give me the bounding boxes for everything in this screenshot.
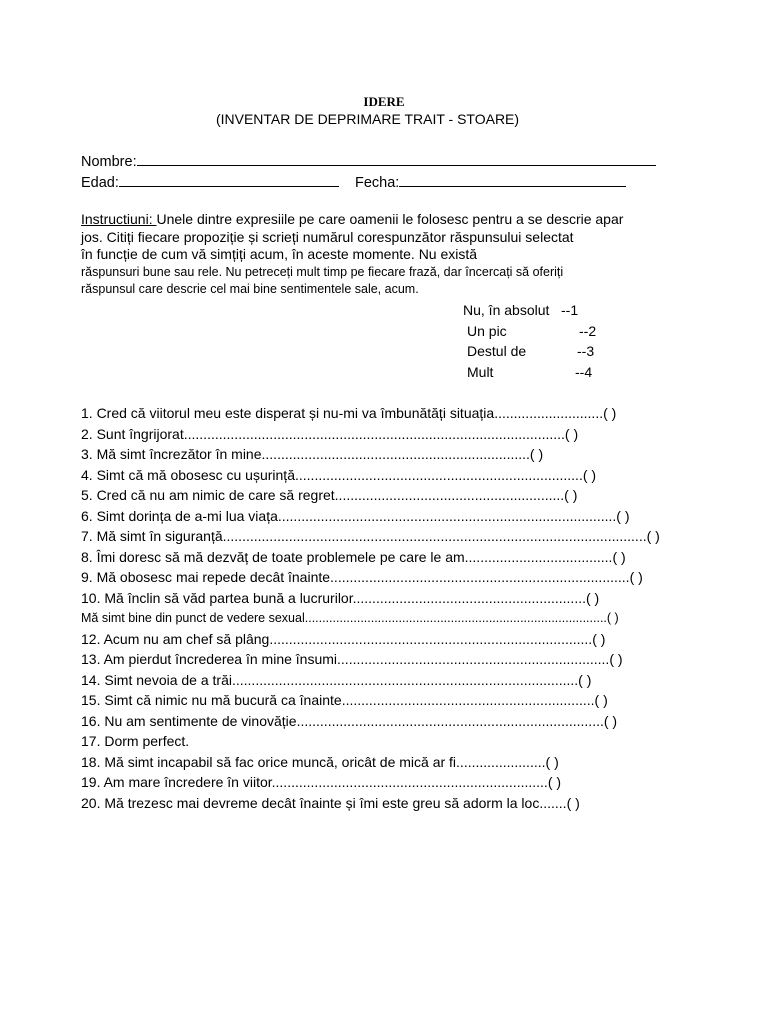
list-item: 19. Am mare încredere în viitor.......................................................................( ) [81, 774, 562, 790]
edad-fecha-row [81, 173, 626, 191]
list-item: 7. Mă simt în siguranță.............................................................................................................( ) [81, 528, 660, 544]
scale-value: --1 [561, 302, 579, 318]
answer-box[interactable]: ( ) [566, 794, 580, 811]
list-item: 3. Mă simt încrezător în mine.....................................................................( ) [81, 446, 544, 462]
scale-label: Mult [467, 363, 494, 380]
list-item: 13. Am pierdut încrederea în mine însumi......................................................................( ) [81, 651, 623, 667]
scale-label: Un pic [467, 322, 507, 339]
list-item: 1. Cred că viitorul meu este disperat și nu-mi va îmbunătăți situația............................( ) [81, 405, 617, 421]
edad-line[interactable] [119, 173, 339, 187]
nombre-field[interactable] [81, 152, 656, 170]
answer-box[interactable]: ( ) [609, 651, 623, 667]
list-item: 6. Simt dorința de a-mi lua viața.......................................................................................( ) [81, 507, 630, 524]
questionnaire-items [81, 403, 721, 813]
list-item: 17. Dorm perfect. [81, 733, 190, 749]
answer-box[interactable]: ( ) [529, 446, 544, 462]
instructions-line-4: răspunsuri bune sau rele. Nu petreceți mult timp pe fiecare frază, dar încercați să oferiți [81, 264, 564, 279]
list-item: 4. Simt că mă obosesc cu ușurință..........................................................................( ) [81, 466, 597, 483]
list-item: 12. Acum nu am chef să plâng...................................................................................( ) [81, 630, 606, 647]
answer-box[interactable]: ( ) [594, 692, 608, 708]
list-item: 2. Sunt îngrijorat..................................................................................................( ) [81, 425, 579, 442]
list-item: 15. Simt că nimic nu mă bucură ca înainte.................................................................( ) [81, 692, 608, 708]
answer-box[interactable]: ( ) [592, 630, 606, 647]
list-item: Mă simt bine din punct de vedere sexual.......................................................................................( ) [81, 611, 619, 625]
answer-box[interactable]: ( ) [616, 507, 630, 524]
answer-box[interactable]: ( ) [564, 425, 579, 442]
instructions-label: Instructiuni: [81, 211, 157, 227]
nombre-line[interactable] [137, 152, 656, 166]
list-item: 9. Mă obosesc mai repede decât înainte.............................................................................( ) [81, 569, 643, 585]
instructions-line-2: jos. Citiți fiecare propoziție și scrieți numărul corespunzător răspunsului selectat [81, 228, 574, 245]
fecha-label: Fecha: [354, 175, 400, 191]
answer-box[interactable]: ( ) [646, 528, 660, 544]
scale-label: Destul de [467, 343, 527, 359]
answer-box[interactable]: ( ) [564, 487, 578, 503]
page-title: IDERE [363, 94, 405, 109]
answer-box[interactable]: ( ) [545, 753, 559, 770]
nombre-label: Nombre: [81, 154, 137, 170]
answer-box[interactable]: ( ) [606, 611, 619, 625]
list-item: 20. Mă trezesc mai devreme decât înainte și îmi este greu să adorm la loc.......( ) [81, 794, 580, 811]
list-item: 18. Mă simt incapabil să fac orice muncă, oricât de mică ar fi.......................( ) [81, 753, 559, 770]
answer-box[interactable]: ( ) [603, 405, 617, 421]
instructions-line-3: în funcție de cum vă simțiți acum, în aceste momente. Nu există [81, 246, 478, 262]
instructions-line-5: răspunsul care descrie cel mai bine sentimentele sale, acum. [81, 282, 419, 296]
answer-box[interactable]: ( ) [547, 774, 562, 790]
answer-box[interactable]: ( ) [582, 466, 597, 483]
list-item: 10. Mă înclin să văd partea bună a lucrurilor............................................................( ) [81, 589, 600, 606]
answer-box[interactable]: ( ) [612, 548, 626, 565]
answer-box[interactable]: ( ) [603, 712, 618, 729]
instructions-line-1: Instructiuni: Unele dintre expresiile pe care oamenii le folosesc pentru a se descrie apar [81, 211, 624, 227]
scale-value: --4 [575, 363, 593, 380]
answer-box[interactable]: ( ) [578, 671, 592, 688]
answer-box[interactable]: ( ) [629, 569, 643, 585]
edad-label: Edad: [81, 175, 119, 191]
list-item: 5. Cred că nu am nimic de care să regret...........................................................( ) [81, 487, 578, 503]
list-item: 16. Nu am sentimente de vinovăție...............................................................................( ) [81, 712, 618, 729]
instructions [81, 211, 681, 299]
list-item: 14. Simt nevoia de a trăi.........................................................................................( ) [81, 671, 592, 688]
answer-box[interactable]: ( ) [586, 589, 600, 606]
scale-value: --3 [577, 343, 595, 359]
page-subtitle: (INVENTAR DE DEPRIMARE TRAIT - STOARE) [215, 111, 520, 127]
fecha-line[interactable] [399, 173, 626, 187]
scale-value: --2 [579, 322, 597, 339]
list-item: 8. Îmi doresc să mă dezvăț de toate problemele pe care le am......................................( ) [81, 548, 626, 565]
scale-label: Nu, în absolut [463, 302, 550, 318]
